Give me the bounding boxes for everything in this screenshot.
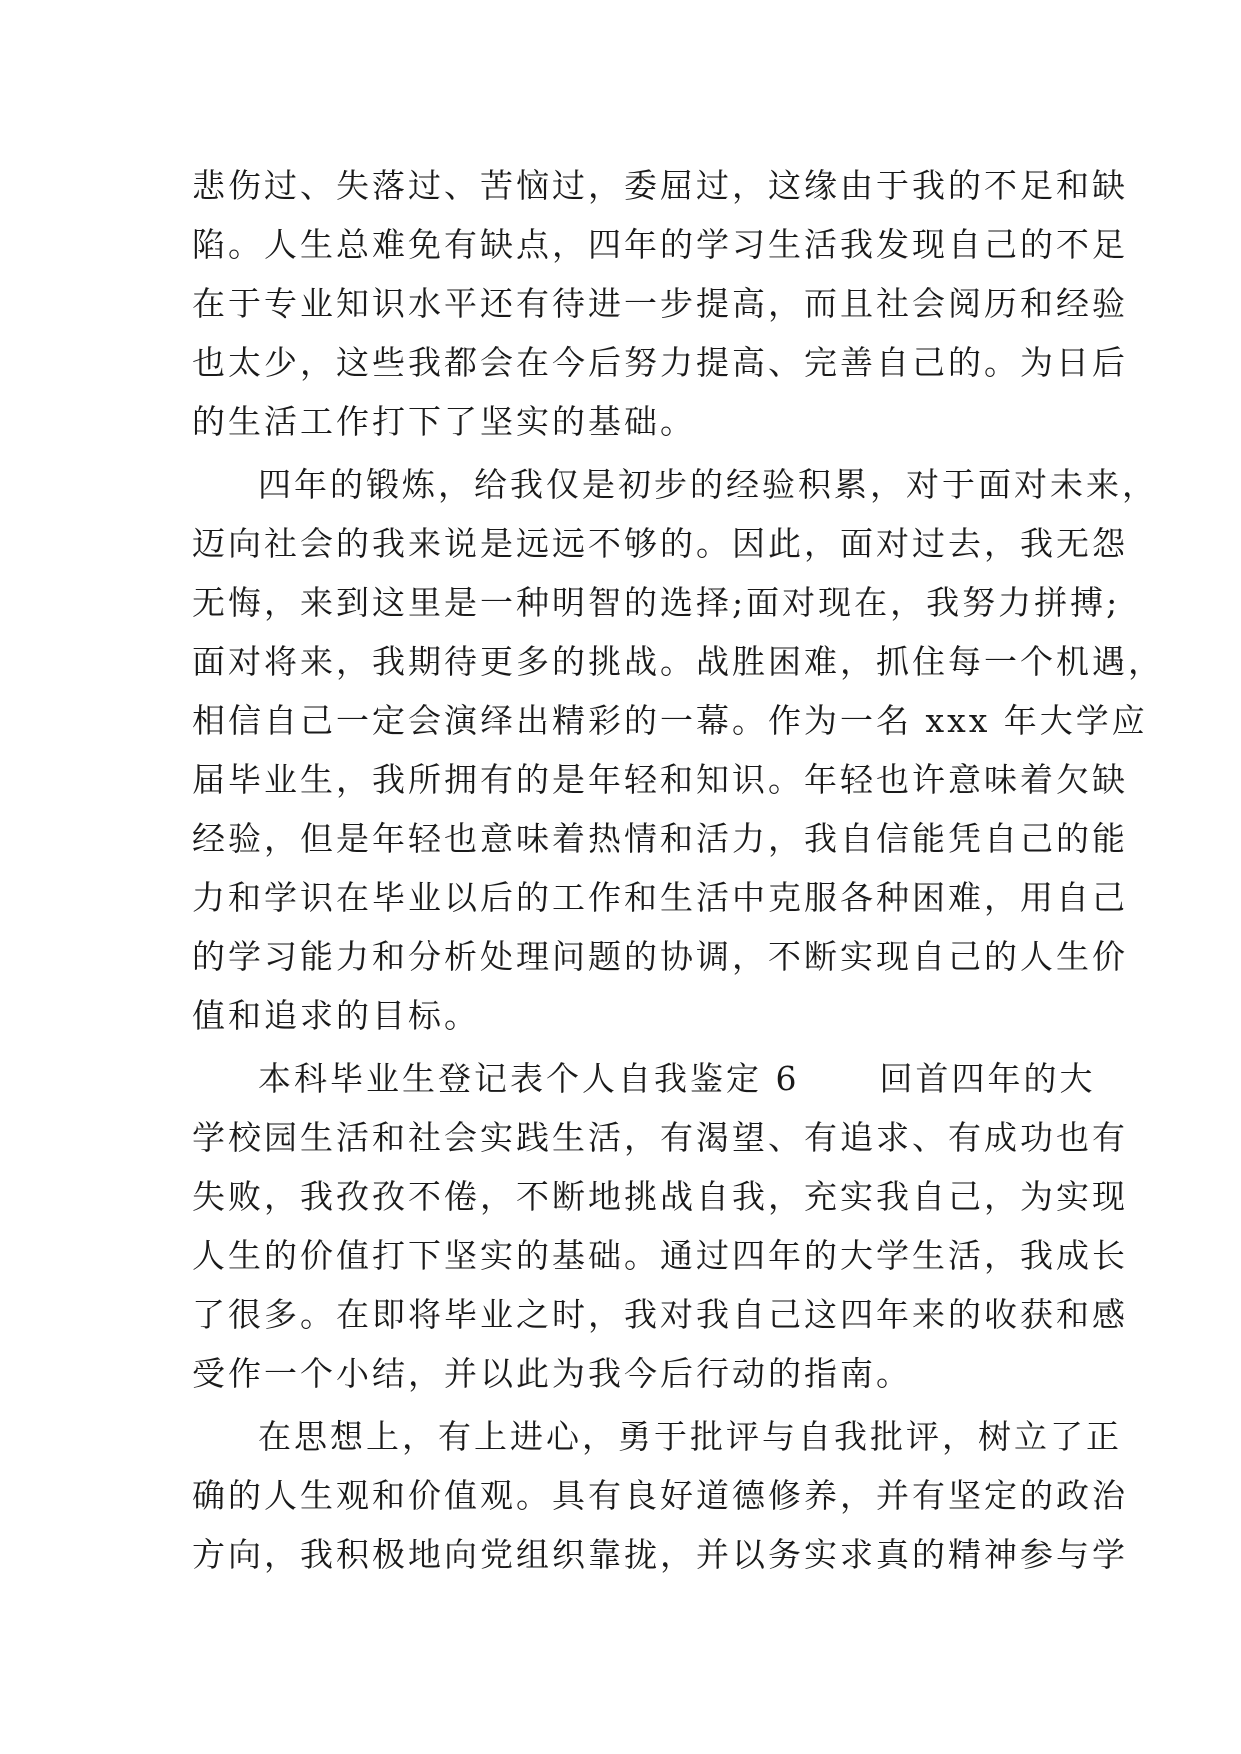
text-line: 力和学识在毕业以后的工作和生活中克服各种困难，用自己 bbox=[192, 878, 1128, 917]
text-line: 失败，我孜孜不倦，不断地挑战自我，充实我自己，为实现 bbox=[192, 1177, 1128, 1216]
text-line: 确的人生观和价值观。具有良好道德修养，并有坚定的政治 bbox=[192, 1476, 1128, 1515]
text-line: 受作一个小结，并以此为我今后行动的指南。 bbox=[192, 1354, 912, 1393]
body-text bbox=[192, 156, 1164, 1584]
text-line: 经验，但是年轻也意味着热情和活力，我自信能凭自己的能 bbox=[192, 819, 1128, 858]
text-line: 在于专业知识水平还有待进一步提高，而且社会阅历和经验 bbox=[192, 284, 1128, 323]
text-line: 学校园生活和社会实践生活，有渴望、有追求、有成功也有 bbox=[192, 1118, 1128, 1157]
text-line: 面对将来，我期待更多的挑战。战胜困难，抓住每一个机遇， bbox=[192, 642, 1164, 681]
text-line: 无悔，来到这里是一种明智的选择;面对现在，我努力拼搏; bbox=[192, 583, 1121, 622]
text-line: 方向，我积极地向党组织靠拢，并以务实求真的精神参与学 bbox=[192, 1535, 1128, 1574]
text-line: 也太少，这些我都会在今后努力提高、完善自己的。为日后 bbox=[192, 343, 1128, 382]
paragraph-4 bbox=[192, 1407, 1128, 1584]
paragraph-1 bbox=[192, 156, 1128, 451]
text-line: 在思想上，有上进心，勇于批评与自我批评，树立了正 bbox=[258, 1417, 1122, 1456]
text-line: 的学习能力和分析处理问题的协调，不断实现自己的人生价 bbox=[192, 937, 1128, 976]
text-line: 相信自己一定会演绎出精彩的一幕。作为一名 xxx 年大学应 bbox=[192, 701, 1148, 740]
text-run: 回首四年的大 bbox=[879, 1059, 1096, 1098]
text-line bbox=[192, 1049, 1096, 1108]
text-line: 人生的价值打下坚实的基础。通过四年的大学生活，我成长 bbox=[192, 1236, 1128, 1275]
paragraph-2 bbox=[192, 455, 1164, 1045]
text-line: 的生活工作打下了坚实的基础。 bbox=[192, 402, 696, 441]
text-line: 陷。人生总难免有缺点，四年的学习生活我发现自己的不足 bbox=[192, 225, 1128, 264]
text-line: 悲伤过、失落过、苦恼过，委屈过，这缘由于我的不足和缺 bbox=[192, 166, 1128, 205]
text-line: 了很多。在即将毕业之时，我对我自己这四年来的收获和感 bbox=[192, 1295, 1128, 1334]
text-line: 四年的锻炼，给我仅是初步的经验积累，对于面对未来， bbox=[258, 465, 1158, 504]
paragraph-3 bbox=[192, 1049, 1128, 1403]
text-line: 值和追求的目标。 bbox=[192, 996, 480, 1035]
text-line: 届毕业生，我所拥有的是年轻和知识。年轻也许意味着欠缺 bbox=[192, 760, 1128, 799]
text-line: 迈向社会的我来说是远远不够的。因此，面对过去，我无怨 bbox=[192, 524, 1128, 563]
section-heading: 本科毕业生登记表个人自我鉴定 6 bbox=[258, 1059, 800, 1098]
